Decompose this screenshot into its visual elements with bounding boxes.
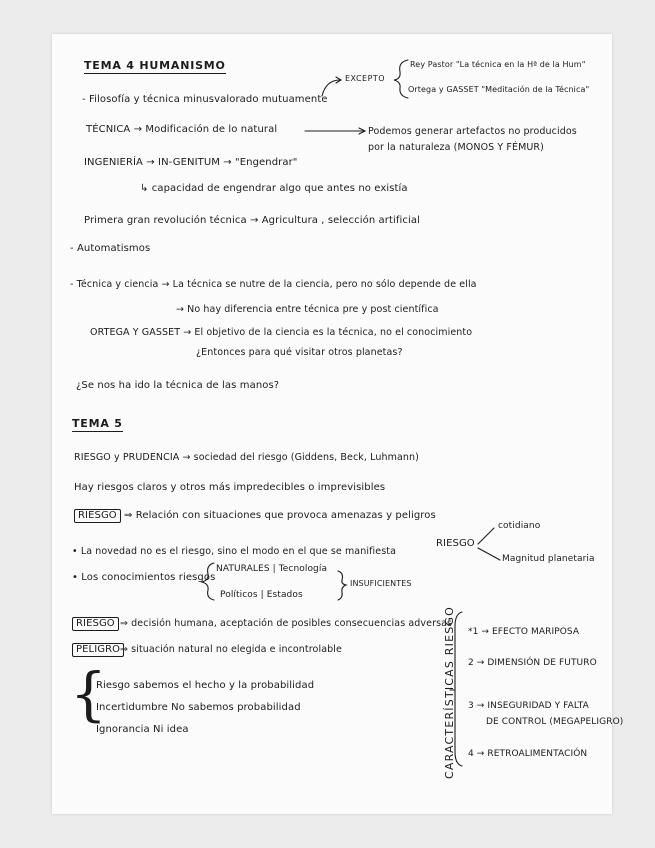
line-ortega-1: ORTEGA Y GASSET → El objetivo de la ciencia es la técnica, no el conocimiento bbox=[90, 327, 473, 338]
caracteristicas-riesgo-label: CARACTERÍSTICAS RIESGO bbox=[443, 606, 456, 780]
caracteristica-3b: DE CONTROL (MEGAPELIGRO) bbox=[486, 717, 624, 727]
line-tecnica: TÉCNICA → Modificación de lo natural bbox=[86, 124, 278, 135]
list-ignorancia: Ignorancia Ni idea bbox=[96, 724, 189, 735]
line-automatismos: - Automatismos bbox=[70, 243, 151, 254]
riesgo-box-2: RIESGO bbox=[72, 617, 119, 631]
caracteristica-3a: 3 → INSEGURIDAD Y FALTA bbox=[468, 701, 589, 711]
caracteristica-1: *1 → EFECTO MARIPOSA bbox=[468, 627, 580, 637]
line-conocimientos: • Los conocimientos riesgos bbox=[72, 572, 216, 583]
riesgo-cotidiano: cotidiano bbox=[498, 521, 541, 531]
line-ortega-2: ¿Entonces para qué visitar otros planetas? bbox=[196, 347, 403, 358]
list-riesgo: Riesgo sabemos el hecho y la probabilidad bbox=[96, 680, 315, 691]
excepto-label: EXCEPTO bbox=[345, 74, 386, 83]
line-no-hay: → No hay diferencia entre técnica pre y post científica bbox=[176, 304, 439, 315]
insuficientes-label: INSUFICIENTES bbox=[350, 579, 412, 588]
line-podemos-2: por la naturaleza (MONOS Y FÉMUR) bbox=[368, 142, 544, 153]
riesgo-box: RIESGO bbox=[74, 509, 121, 523]
caracteristica-2: 2 → DIMENSIÓN DE FUTURO bbox=[468, 658, 597, 668]
riesgos-naturales: NATURALES | Tecnología bbox=[216, 564, 328, 574]
line-peligro-def: ⇒ situación natural no elegida e incontrolable bbox=[120, 644, 342, 655]
line-primera: Primera gran revolución técnica → Agricultura , selección artificial bbox=[84, 215, 420, 226]
ref-ortega: Ortega y GASSET "Meditación de la Técnica" bbox=[408, 85, 590, 94]
caracteristica-4: 4 → RETROALIMENTACIÓN bbox=[468, 749, 588, 759]
line-ingenieria: INGENIERÍA → IN-GENITUM → "Engendrar" bbox=[84, 157, 298, 168]
line-capacidad: ↳ capacidad de engendrar algo que antes no existía bbox=[140, 183, 408, 194]
list-brace: { bbox=[70, 660, 107, 728]
ref-rey-pastor: Rey Pastor "La técnica en la Hª de la Hum" bbox=[410, 60, 586, 69]
riesgos-politicos: Políticos | Estados bbox=[220, 590, 303, 600]
line-riesgo-prudencia: RIESGO y PRUDENCIA → sociedad del riesgo (Giddens, Beck, Luhmann) bbox=[74, 452, 419, 463]
line-mitos: ¿Se nos ha ido la técnica de las manos? bbox=[76, 380, 280, 391]
line-tecnica-ciencia: - Técnica y ciencia → La técnica se nutre de la ciencia, pero no sólo depende de ella bbox=[70, 279, 477, 290]
line-novedad: • La novedad no es el riesgo, sino el modo en el que se manifiesta bbox=[72, 546, 397, 557]
line-podemos-1: Podemos generar artefactos no producidos bbox=[368, 126, 577, 137]
tema5-title: TEMA 5 bbox=[72, 417, 123, 430]
peligro-box: PELIGRO bbox=[72, 643, 124, 657]
line-filosofia: - Filosofía y técnica minusvalorado mutuamente bbox=[82, 94, 328, 105]
line-riesgo-def-2: ⇒ decisión humana, aceptación de posibles consecuencias adversas bbox=[120, 618, 453, 629]
riesgo-magnitud: Magnitud planetaria bbox=[502, 554, 595, 564]
line-riesgo-def: ⇒ Relación con situaciones que provoca amenazas y peligros bbox=[124, 510, 436, 521]
riesgo-side-label: RIESGO bbox=[436, 538, 475, 549]
tema4-title: TEMA 4 HUMANISMO bbox=[84, 59, 226, 72]
line-hay-riesgos: Hay riesgos claros y otros más impredecibles o imprevisibles bbox=[74, 482, 386, 493]
list-incertidumbre: Incertidumbre No sabemos probabilidad bbox=[96, 702, 301, 713]
